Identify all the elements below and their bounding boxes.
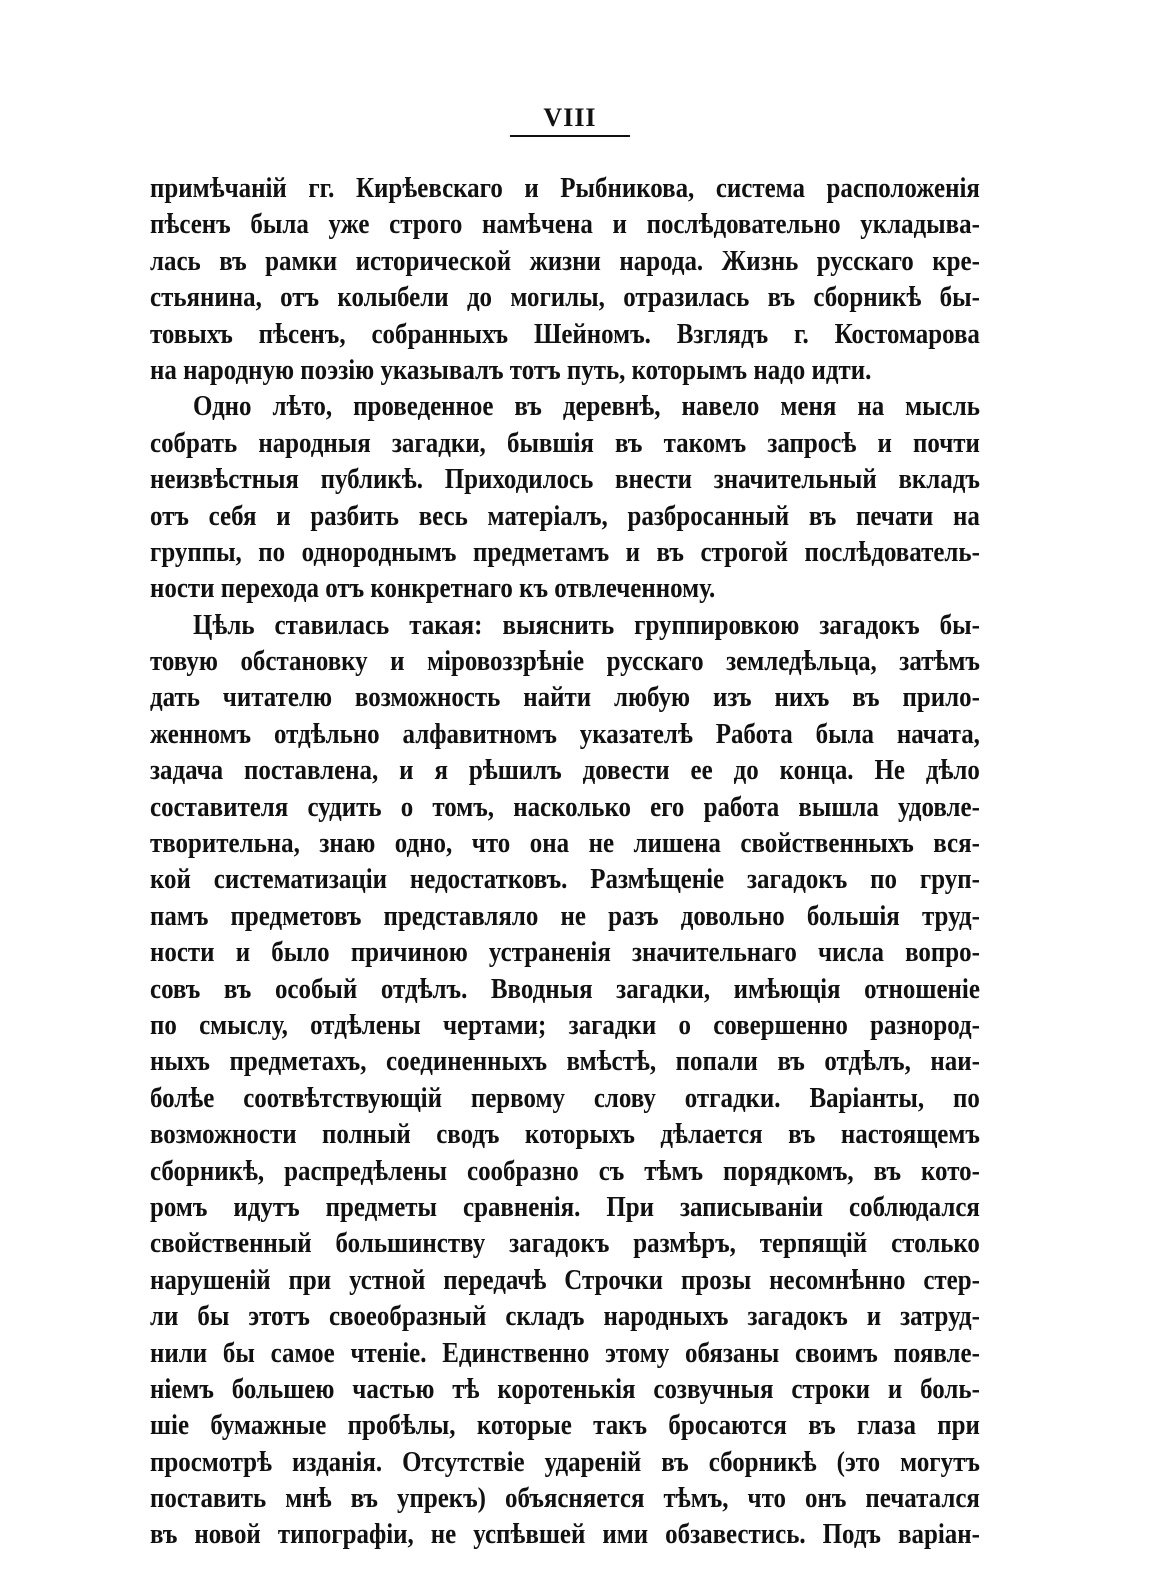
- text-line: товую обстановку и міровоззрѣніе русскаго земледѣльца, затѣмъ: [150, 645, 980, 678]
- text-line: Одно лѣто, проведенное въ деревнѣ, навело меня на мысль: [193, 390, 980, 423]
- text-line: возможности полный сводъ которыхъ дѣлается въ настоящемъ: [150, 1118, 980, 1151]
- text-line: ныхъ предметахъ, соединенныхъ вмѣстѣ, попали въ отдѣлъ, наи-: [150, 1045, 980, 1078]
- text-line: пѣсенъ была уже строго намѣчена и послѣдовательно укладыва-: [150, 208, 980, 241]
- text-line: поставить мнѣ въ упрекъ) объясняется тѣмъ, что онъ печатался: [150, 1482, 980, 1515]
- text-line: женномъ отдѣльно алфавитномъ указателѣ Работа была начата,: [150, 717, 980, 750]
- text-line: лась въ рамки исторической жизни народа. Жизнь русскаго кре-: [150, 244, 980, 277]
- text-line: ли бы этотъ своеобразный складъ народныхъ загадокъ и затруд-: [150, 1300, 980, 1333]
- text-line: неизвѣстныя публикѣ. Приходилось внести значительный вкладъ: [150, 463, 980, 496]
- text-line: дать читателю возможность найти любую изъ нихъ въ прило-: [150, 681, 980, 714]
- text-line: свойственный большинству загадокъ размѣръ, терпящій столько: [150, 1227, 980, 1260]
- text-line: сборникѣ, распредѣлены сообразно съ тѣмъ порядкомъ, въ кото-: [150, 1154, 980, 1187]
- text-line: по смыслу, отдѣлены чертами; загадки о совершенно разнород-: [150, 1008, 980, 1041]
- text-line: задача поставлена, и я рѣшилъ довести ее до конца. Не дѣло: [150, 754, 980, 787]
- text-line: въ новой типографіи, не успѣвшей ими обзавестись. Подъ варіан-: [150, 1518, 980, 1551]
- page-number: VIII: [543, 103, 597, 132]
- text-line: отъ себя и разбить весь матеріалъ, разбросанный въ печати на: [150, 499, 980, 532]
- text-line: ности перехода отъ конкретнаго къ отвлеченному.: [150, 572, 716, 605]
- text-line: творительна, знаю одно, что она не лишена свойственныхъ вся-: [150, 827, 980, 860]
- text-line: Цѣль ставилась такая: выяснить группировкою загадокъ бы-: [193, 608, 980, 641]
- text-line: просмотрѣ изданія. Отсутствіе удареній въ сборникѣ (это могутъ: [150, 1445, 980, 1478]
- text-line: составителя судить о томъ, насколько его работа вышла удовле-: [150, 790, 980, 823]
- text-line: шіе бумажные пробѣлы, которые такъ бросаются въ глаза при: [150, 1409, 980, 1442]
- text-line: товыхъ пѣсенъ, собранныхъ Шейномъ. Взглядъ г. Костомарова: [150, 317, 980, 350]
- text-line: примѣчаній гг. Кирѣевскаго и Рыбникова, система расположенія: [150, 172, 980, 204]
- text-line: памъ предметовъ представляло не разъ довольно большія труд-: [150, 899, 980, 932]
- text-line: кой систематизаціи недостатковъ. Размѣщеніе загадокъ по груп-: [150, 863, 980, 896]
- text-line: ности и было причиною устраненія значительнаго числа вопро-: [150, 936, 980, 969]
- text-line: совъ въ особый отдѣлъ. Вводныя загадки, имѣющія отношеніе: [150, 972, 980, 1005]
- text-line: собрать народныя загадки, бывшія въ такомъ запросѣ и почти: [150, 426, 980, 459]
- text-line: на народную поэзію указывалъ тотъ путь, которымъ надо идти.: [150, 353, 872, 386]
- text-line: нарушеній при устной передачѣ Строчки прозы несомнѣнно стер-: [150, 1263, 980, 1296]
- text-line: болѣе соотвѣтствующій первому слову отгадки. Варіанты, по: [150, 1081, 980, 1114]
- body-text: [150, 170, 980, 1553]
- page-number-rule: [510, 135, 630, 137]
- text-line: стьянина, отъ колыбели до могилы, отразилась въ сборникѣ бы-: [150, 281, 980, 314]
- text-line: ромъ идутъ предметы сравненія. При записываніи соблюдался: [150, 1190, 980, 1223]
- text-line: ніемъ большею частью тѣ коротенькія созвучныя строки и боль-: [150, 1372, 980, 1405]
- text-line: нили бы самое чтеніе. Единственно этому обязаны своимъ появле-: [150, 1336, 980, 1369]
- text-line: группы, по однороднымъ предметамъ и въ строгой послѣдователь-: [150, 535, 980, 568]
